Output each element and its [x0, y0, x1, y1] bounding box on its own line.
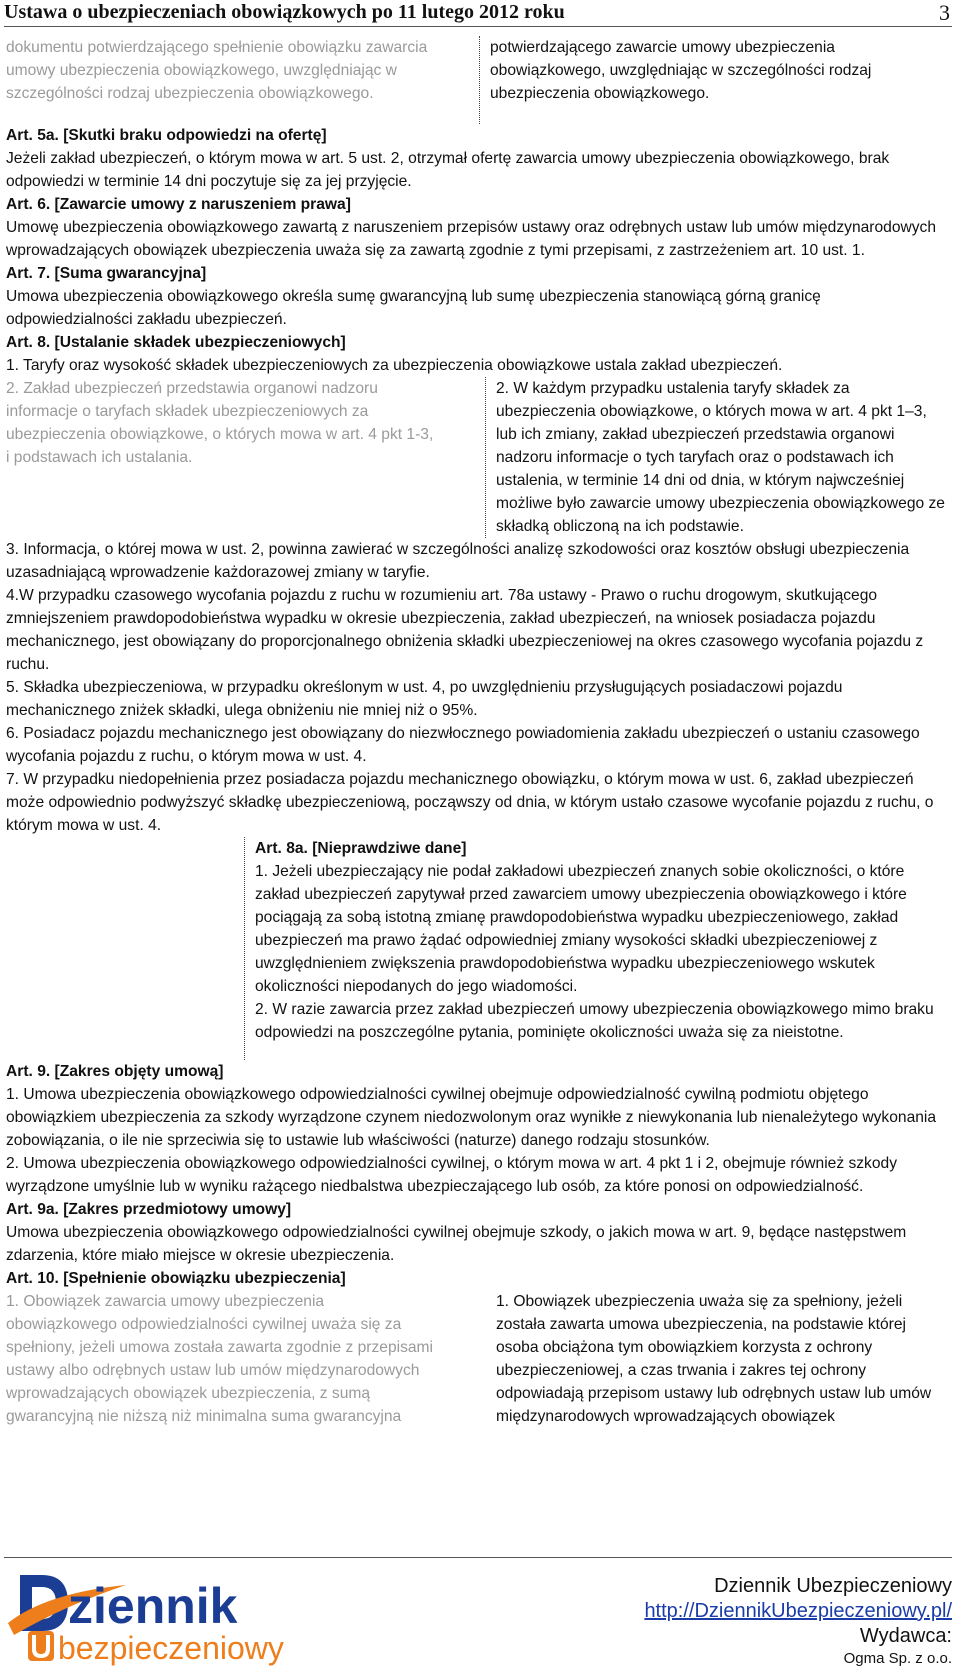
website-link[interactable]: http://DziennikUbezpieczeniowy.pl/	[644, 1600, 952, 1622]
dziennik-logo[interactable]	[6, 1563, 366, 1667]
article-heading: Art. 5a. [Skutki braku odpowiedzi na ofertę]	[6, 127, 327, 144]
publisher-label: Wydawca:	[859, 1625, 952, 1647]
inserted-article-8a	[244, 837, 948, 1060]
paragraph: 7. W przypadku niedopełnienia przez posiadacza pojazdu mechanicznego obowiązku, o którym mowa w ust. 6, zakład ubezpieczeń może odpowiednio podwyższyć składkę ubezpieczeniową, począwszy od dnia, w którym ustało czasowe wycofanie pojazdu z ruchu, o którym mowa w ust. 4.	[6, 771, 934, 834]
article-text: Umowa ubezpieczenia obowiązkowego odpowiedzialności cywilnej obejmuje szkody, o jakich mowa w art. 9, będące następstwem zdarzenia, które miało miejsce w okresie ubezpieczenia.	[6, 1224, 907, 1264]
article-heading: Art. 8a. [Nieprawdziwe dane]	[255, 840, 467, 857]
paragraph: 2. W razie zawarcia przez zakład ubezpieczeń umowy ubezpieczenia obowiązkowego mimo braku odpowiedzi na poszczególne pytania, pominięte okoliczności uważa się za nieistotne.	[255, 1001, 934, 1041]
document-body	[6, 36, 948, 1428]
article-text: Jeżeli zakład ubezpieczeń, o którym mowa w art. 5 ust. 2, otrzymał ofertę zawarcia umowy ubezpieczenia obowiązkowego, brak odpowiedzi w terminie 14 dni poczytuje się za jej przyjęcie.	[6, 150, 890, 190]
new-version-text: 1. Obowiązek ubezpieczenia uważa się za spełniony, jeżeli została zawarta umowa ubezpieczenia, na podstawie której osoba obciążona tym obowiązkiem korzysta z ochrony ubezpieczeniowej, a czas trwania i zakres tej ochrony odpowiadają przepisom ustawy lub odrębnych ustaw lub umów międzynarodowych wprowadzających obowiązek	[496, 1293, 932, 1425]
article-text: Umowę ubezpieczenia obowiązkowego zawartą z naruszeniem przepisów ustawy oraz odrębnych ustaw lub umów międzynarodowych wprowadzających obowiązek ubezpieczenia uważa się za zawartą zgodnie z tymi przepisami, z zastrzeżeniem art. 10 ust. 1.	[6, 219, 937, 259]
comparison-section-2	[6, 377, 948, 538]
page-number: 3	[939, 0, 950, 25]
publisher-name: Ogma Sp. z o.o.	[843, 1650, 952, 1667]
article-heading: Art. 7. [Suma gwarancyjna]	[6, 265, 207, 282]
article-heading: Art. 10. [Spełnienie obowiązku ubezpieczenia]	[6, 1270, 346, 1287]
paragraph: 5. Składka ubezpieczeniowa, w przypadku określonym w ust. 4, po uwzględnieniu przysługujących posiadaczowi pojazdu mechanicznego zniżek składki, ulega obniżeniu nie mniej niż o 95%.	[6, 679, 843, 719]
article-heading: Art. 6. [Zawarcie umowy z naruszeniem prawa]	[6, 196, 351, 213]
paragraph: 4.W przypadku czasowego wycofania pojazdu z ruchu w rozumieniu art. 78a ustawy - Prawo o ruchu drogowym, skutkującego zmniejszeniem prawdopodobieństwa wypadku w okresie ubezpieczenia, zakład ubezpieczeń, na wniosek posiadacza pojazdu mechanicznego, jest obowiązany do proporcjonalnego obniżenia składki ubezpieczeniowej na okres czasowego wycofania pojazdu z ruchu.	[6, 587, 924, 673]
paragraph: 6. Posiadacz pojazdu mechanicznego jest obowiązany do niezwłocznego powiadomienia zakładu ubezpieczeń o ustaniu czasowego wycofania pojazdu z ruchu, o którym mowa w ust. 4.	[6, 725, 920, 765]
paragraph: 1. Taryfy oraz wysokość składek ubezpieczeniowych za ubezpieczenia obowiązkowe ustala zakład ubezpieczeń.	[6, 357, 783, 374]
article-heading: Art. 9a. [Zakres przedmiotowy umowy]	[6, 1201, 292, 1218]
paragraph: 1. Jeżeli ubezpieczający nie podał zakładowi ubezpieczeń znanych sobie okoliczności, o które zakład ubezpieczeń zapytywał przed zawarciem umowy ubezpieczenia obowiązkowego i które pociągają za sobą istotną zmianę prawdopodobieństwa wypadku ubezpieczeniowego, zakład ubezpieczeń ma prawo żądać odpowiedniej zmiany wysokości składki ubezpieczeniowej z uwzględnieniem zwiększenia prawdopodobieństwa wypadku ubezpieczeniowego wskutek okoliczności niepodanych do jego wiadomości.	[255, 863, 907, 995]
document-title: Ustawa o ubezpieczeniach obowiązkowych po 11 lutego 2012 roku	[4, 1, 565, 23]
comparison-section-1	[6, 36, 948, 124]
footer-divider	[4, 1557, 952, 1558]
old-version-text: 1. Obowiązek zawarcia umowy ubezpieczenia obowiązkowego odpowiedzialności cywilnej uważa się za spełniony, jeżeli umowa została zawarta zgodnie z przepisami ustawy albo odrębnych ustaw lub umów międzynarodowych wprowadzających obowiązek ubezpieczenia, z sumą gwarancyjną nie niższą niż minimalna suma gwarancyjna	[6, 1293, 434, 1425]
publication-name: Dziennik Ubezpieczeniowy	[714, 1575, 952, 1597]
comparison-section-3	[6, 1290, 948, 1428]
article-heading: Art. 9. [Zakres objęty umową]	[6, 1063, 224, 1080]
new-version-text: 2. W każdym przypadku ustalenia taryfy składek za ubezpieczenia obowiązkowe, o których mowa w art. 4 pkt 1–3, lub ich zmiany, zakład ubezpieczeń przedstawia organowi nadzoru informacje o tych taryfach oraz o podstawach ich ustalenia, w terminie 14 dni od dnia, w którym najwcześniej możliwe było zawarcie umowy ubezpieczenia obowiązkowego ze składką obliczoną na ich podstawie.	[485, 377, 948, 538]
logo-word-dziennik: ziennik	[68, 1578, 238, 1634]
new-version-text: potwierdzającego zawarcie umowy ubezpieczenia obowiązkowego, uwzględniając w szczególności rodzaj ubezpieczenia obowiązkowego.	[479, 36, 948, 124]
footer-info	[644, 1574, 952, 1669]
paragraph: 2. Umowa ubezpieczenia obowiązkowego odpowiedzialności cywilnej, o którym mowa w art. 4 pkt 1 i 2, obejmuje również szkody wyrządzone umyślnie lub w wyniku rażącego niedbalstwa ubezpieczającego lub osób, za które ponosi on odpowiedzialność.	[6, 1155, 897, 1195]
paragraph: 3. Informacja, o której mowa w ust. 2, powinna zawierać w szczególności analizę szkodowości oraz kosztów obsługi ubezpieczenia uzasadniającą wprowadzenie każdorazowej zmiany w taryfie.	[6, 541, 910, 581]
page-header	[4, 0, 952, 27]
paragraph: 1. Umowa ubezpieczenia obowiązkowego odpowiedzialności cywilnej obejmuje odpowiedzialność cywilną podmiotu objętego obowiązkiem ubezpieczenia za szkody wyrządzone czynem niedozwolonym oraz wynikłe z niewykonania lub nienależytego wykonania zobowiązania, o ile nie sprzeciwia się to ustawie lub właściwości (naturze) danego rodzaju stosunków.	[6, 1086, 937, 1149]
logo-word-bezpieczeniowy: bezpieczeniowy	[58, 1630, 284, 1666]
article-text: Umowa ubezpieczenia obowiązkowego określa sumę gwarancyjną lub sumę ubezpieczenia stanowiącą górną granicę odpowiedzialności zakładu ubezpieczeń.	[6, 288, 821, 328]
old-version-text: dokumentu potwierdzającego spełnienie obowiązku zawarcia umowy ubezpieczenia obowiązkowego, uwzględniając w szczególności rodzaj ubezpieczenia obowiązkowego.	[6, 39, 428, 102]
old-version-text: 2. Zakład ubezpieczeń przedstawia organowi nadzoru informacje o taryfach składek ubezpieczeniowych za ubezpieczenia obowiązkowe, o których mowa w art. 4 pkt 1-3, i podstawach ich ustalania.	[6, 380, 434, 466]
article-heading: Art. 8. [Ustalanie składek ubezpieczeniowych]	[6, 334, 346, 351]
